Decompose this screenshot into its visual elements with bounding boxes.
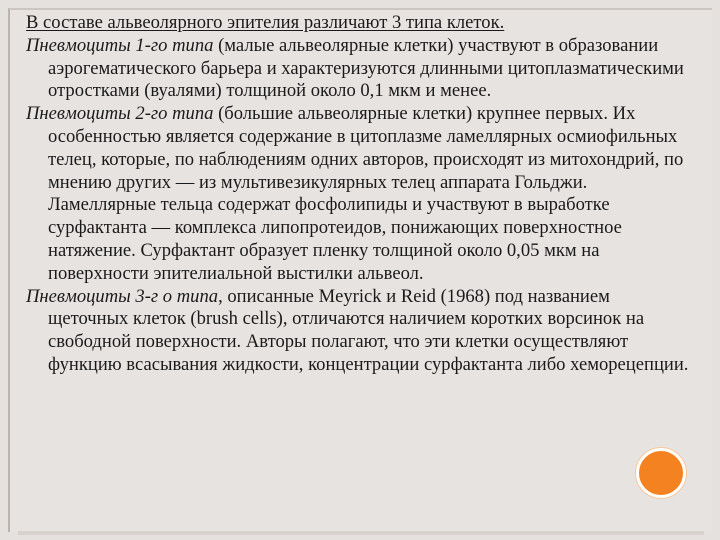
orange-circle-decoration <box>636 448 686 498</box>
term-type-2: Пневмоциты 2-го типа <box>26 103 214 125</box>
paragraph-type-1-text: (малые альвеолярные клетки) участвуют в образовании аэрогематического барьера и характеризуются длинными цитоплазматическими отростками (вуалями) толщиной около 0,1 мкм и менее. <box>48 34 684 102</box>
term-type-1: Пневмоциты 1-го типа <box>26 34 214 56</box>
paragraph-type-3 <box>26 286 690 377</box>
slide-body <box>26 12 690 377</box>
slide-heading: В составе альвеолярного эпителия различают 3 типа клеток. <box>26 12 505 33</box>
paragraph-type-1 <box>26 35 690 103</box>
paragraph-type-2-text: (большие альвеолярные клетки) крупнее первых. Их особенностью является содержание в цитоплазме ламеллярных осмиофильных телец, которые, по наблюдениям одних авторов, происходят из митохондрий, по мнению других — из мультивезикулярных телец аппарата Гольджи. Ламеллярные тельца содержат фосфолипиды и участвуют в выработке сурфактанта — комплекса липопротеидов, понижающих поверхностное натяжение. Сурфактант образует пленку толщиной около 0,05 мкм на поверхности эпителиальной выстилки альвеол. <box>48 103 684 284</box>
paragraph-type-2 <box>26 103 690 285</box>
term-type-3: Пневмоциты 3-г о типа <box>26 285 219 307</box>
paragraph-type-3-text: , описанные Meyrick и Reid (1968) под названием щеточных клеток (brush cells), отличаются наличием коротких ворсинок на свободной поверхности. Авторы полагают, что эти клетки осуществляют функцию всасывания жидкости, концентрации сурфактанта либо хеморецепции. <box>48 285 689 375</box>
